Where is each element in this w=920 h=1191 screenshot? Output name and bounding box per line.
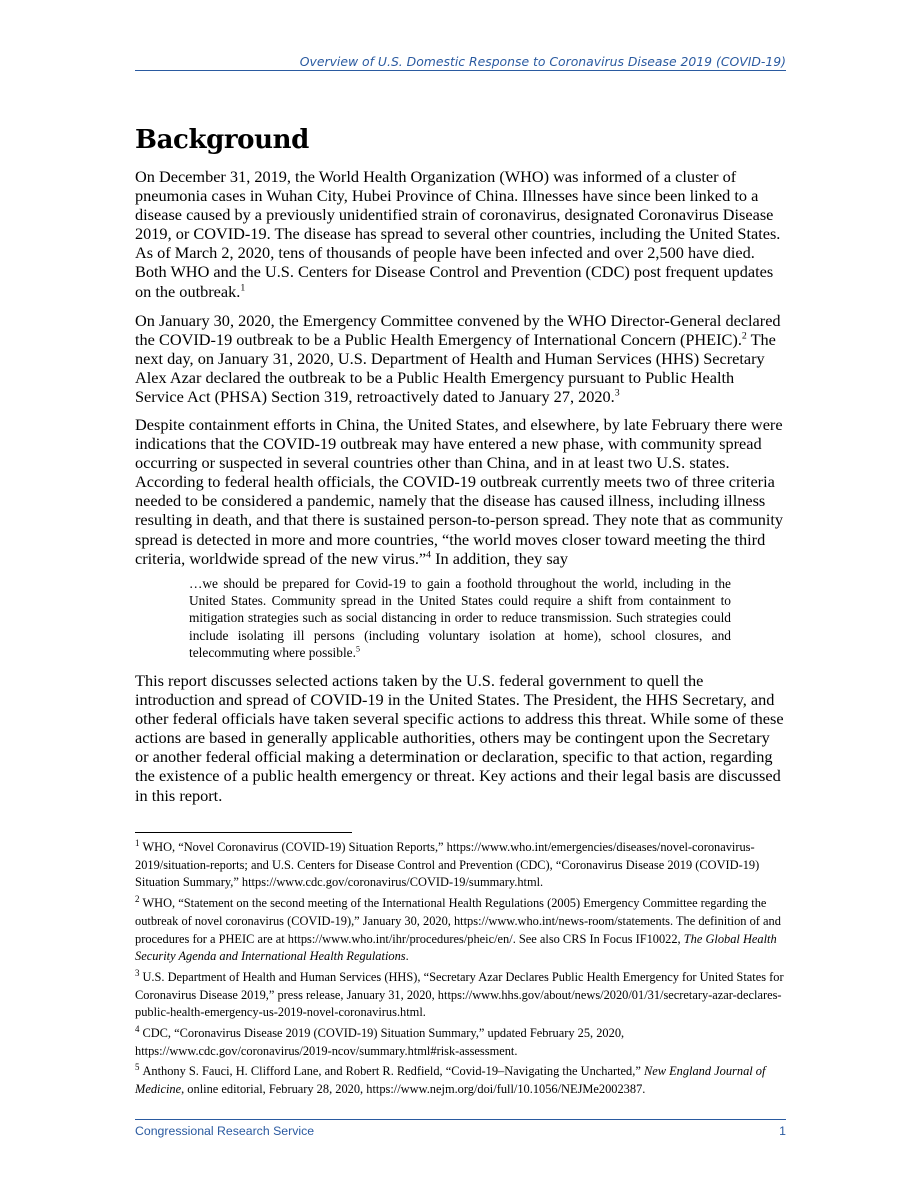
footnote-separator xyxy=(135,832,352,833)
footnote-text: WHO, “Novel Coronavirus (COVID-19) Situation Reports,” https://www.who.int/emergencies/diseases/novel-coronavirus-2019/situation-reports; and U.S. Centers for Disease Control and Prevention (CDC), “Coronavirus Disease 2019 (COVID-19) Situation Summary,” https://www.cdc.gov/coronavirus/COVID-19/summary.html. xyxy=(135,840,760,890)
footnote-3 xyxy=(135,969,786,1022)
running-header: Overview of U.S. Domestic Response to Coronavirus Disease 2019 (COVID-19) xyxy=(299,54,786,69)
paragraph-1 xyxy=(135,167,786,301)
paragraph-2 xyxy=(135,311,786,406)
footnote-4 xyxy=(135,1025,786,1060)
footnote-number: 4 xyxy=(135,1023,140,1034)
footnote-number: 5 xyxy=(135,1062,140,1073)
footnote-number: 2 xyxy=(135,893,140,904)
paragraph-2-text-a: On January 30, 2020, the Emergency Committee convened by the WHO Director-General declared the COVID-19 outbreak to be a Public Health Emergency of International Concern (PHEIC). xyxy=(135,311,781,350)
page-number: 1 xyxy=(779,1124,786,1138)
footnote-text: CDC, “Coronavirus Disease 2019 (COVID-19) Situation Summary,” updated February 25, 2020, https://www.cdc.gov/coronavirus/2019-ncov/summary.html#risk-assessment. xyxy=(135,1026,625,1058)
footnote-tail: , online editorial, February 28, 2020, https://www.nejm.org/doi/full/10.1056/NEJMe2002387. xyxy=(181,1082,646,1097)
footnote-number: 3 xyxy=(135,967,140,978)
paragraph-4: This report discusses selected actions taken by the U.S. federal government to quell the introduction and spread of COVID-19 in the United States. The President, the HHS Secretary, and other federal officials have taken several specific actions to address this threat. While some of these actions are based in generally applicable authorities, others may be contingent upon the Secretary or another federal official making a determination or declaration, specific to that action, regarding the existence of a public health emergency or threat. Key actions and their legal basis are discussed in this report. xyxy=(135,671,784,805)
paragraph-2-text-b: The next day, on January 31, 2020, U.S. Department of Health and Human Services (HHS) Secretary Alex Azar declared the outbreak to be a Public Health Emergency pursuant to Public Health Service Act (PHSA) Section 319, retroactively dated to January 27, 2020. xyxy=(135,330,776,407)
paragraph-3-text-b: In addition, they say xyxy=(431,548,569,568)
footnote-italic-title: The Global Health Security Agenda and International Health Regulations xyxy=(135,931,777,964)
footnote-tail: . xyxy=(405,949,409,964)
footnote-number: 1 xyxy=(135,837,140,848)
paragraph-3 xyxy=(135,415,786,568)
block-quote xyxy=(189,575,731,661)
header-rule xyxy=(135,70,786,71)
footnote-text: Anthony S. Fauci, H. Clifford Lane, and Robert R. Redfield, “Covid-19–Navigating the Uncharted,” xyxy=(142,1064,644,1079)
section-title: Background xyxy=(135,125,309,155)
footnote-ref-1[interactable]: 1 xyxy=(240,282,246,294)
footnote-ref-5[interactable]: 5 xyxy=(355,644,360,654)
footnote-italic-title: New England Journal of Medicine xyxy=(135,1064,766,1097)
footnotes xyxy=(135,839,786,1102)
footer-publisher: Congressional Research Service xyxy=(135,1124,315,1138)
footnote-ref-4[interactable]: 4 xyxy=(426,549,432,561)
paragraph-3-text-a: Despite containment efforts in China, the United States, and elsewhere, by late February there were indications that the COVID-19 outbreak may have entered a new phase, with community spread occurring or suspected in several countries other than China, and in at least two U.S. states. According to federal health officials, the COVID-19 outbreak currently meets two of three criteria needed to be considered a pandemic, namely that the disease has caused illness, including illness resulting in death, and that there is sustained person-to-person spread. They note that as community spread is detected in more and more countries, “the world moves closer toward meeting the third criteria, worldwide spread of the new virus.” xyxy=(135,415,784,568)
footnote-5 xyxy=(135,1063,786,1098)
paragraph-1-text: On December 31, 2019, the World Health Organization (WHO) was informed of a cluster of pneumonia cases in Wuhan City, Hubei Province of China. Illnesses have since been linked to a disease caused by a previously unidentified strain of coronavirus, designated Coronavirus Disease 2019, or COVID-19. The disease has spread to several other countries, including the United States. As of March 2, 2020, tens of thousands of people have been infected and over 2,500 have died. Both WHO and the U.S. Centers for Disease Control and Prevention (CDC) post frequent updates on the outbreak. xyxy=(135,167,781,301)
footnote-ref-3[interactable]: 3 xyxy=(614,387,620,399)
footnote-text: WHO, “Statement on the second meeting of the International Health Regulations (2005) Emergency Committee regarding the outbreak of novel coronavirus (COVID-19),” January 30, 2020, https://www.who.int/news-room/statements. The definition of and procedures for a PHEIC are at https://www.who.int/ihr/procedures/pheic/en/. See also CRS In Focus IF10022, xyxy=(135,896,781,946)
block-quote-text: …we should be prepared for Covid-19 to gain a foothold throughout the world, including in the United States. Community spread in the United States could require a shift from containment to mitigation strategies such as social distancing in order to reduce transmission. Such strategies could include isolating ill persons (including voluntary isolation at home), school closures, and telecommuting where possible. xyxy=(189,576,731,660)
footnote-ref-2[interactable]: 2 xyxy=(741,330,747,342)
footnote-2 xyxy=(135,895,786,966)
footnote-text: U.S. Department of Health and Human Services (HHS), “Secretary Azar Declares Public Health Emergency for United States for Coronavirus Disease 2019,” press release, January 31, 2020, https://www.hhs.gov/about/news/2020/01/31/secretary-azar-declares-public-health-emergency-us-2019-novel-coronavirus.html. xyxy=(135,969,784,1020)
footnote-1 xyxy=(135,839,786,892)
footer-rule xyxy=(135,1119,786,1120)
